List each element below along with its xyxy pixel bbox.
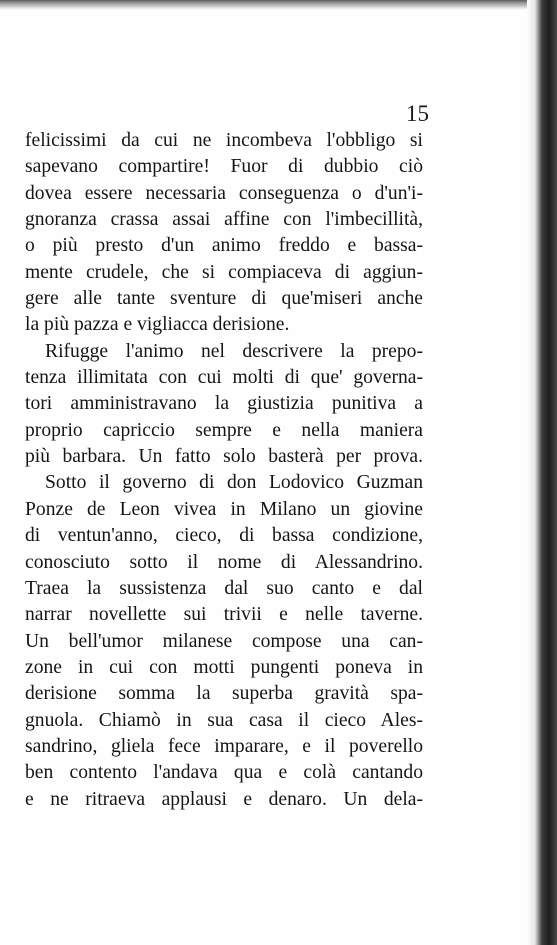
text-line: ben contento l'andava qua e colà cantando	[25, 762, 423, 784]
text-line: dovea essere necessaria conseguenza o d'un'i-	[25, 182, 423, 204]
text-line: o più presto d'un animo freddo e bassa-	[25, 235, 423, 257]
text-line: sapevano compartire! Fuor di dubbio ciò	[25, 156, 423, 178]
text-line: narrar novellette sui trivii e nelle taverne.	[25, 604, 423, 626]
page-top-edge-shadow	[0, 0, 557, 10]
text-line: gere alle tante sventure di que'miseri anche	[25, 288, 423, 310]
text-line: più barbara. Un fatto solo basterà per prova.	[25, 446, 423, 468]
page-number: 15	[406, 101, 429, 126]
text-line: sandrino, gliela fece imparare, e il poverello	[25, 735, 423, 757]
text-line: Un bell'umor milanese compose una can-	[25, 630, 423, 652]
text-line: gnuola. Chiamò in sua casa il cieco Ales-	[25, 709, 423, 731]
text-line: gnoranza crassa assai affine con l'imbecillità,	[25, 209, 423, 231]
text-line: Rifugge l'animo nel descrivere la prepo-	[45, 340, 423, 362]
text-line: tori amministravano la giustizia punitiva a	[25, 393, 423, 415]
text-line: Sotto il governo di don Lodovico Guzman	[45, 472, 423, 494]
text-line: conosciuto sotto il nome di Alessandrino.	[25, 551, 423, 573]
text-line: di ventun'anno, cieco, di bassa condizione,	[25, 525, 423, 547]
binding-edge-shadow	[527, 0, 557, 945]
text-line: Ponze de Leon vivea in Milano un giovine	[25, 498, 423, 520]
body-text	[25, 128, 423, 813]
text-line: felicissimi da cui ne incombeva l'obbligo si	[25, 130, 423, 151]
text-line: zone in cui con motti pungenti poneva in	[25, 656, 423, 678]
text-line: mente crudele, che si compiaceva di aggiun-	[25, 261, 423, 283]
text-line: tenza illimitata con cui molti di que' governa-	[25, 367, 423, 389]
text-line: derisione somma la superba gravità spa-	[25, 683, 423, 705]
text-line: proprio capriccio sempre e nella maniera	[25, 419, 423, 441]
text-line: la più pazza e vigliacca derisione.	[25, 314, 290, 336]
text-line: e ne ritraeva applausi e denaro. Un dela-	[25, 788, 423, 810]
text-line: Traea la sussistenza dal suo canto e dal	[25, 577, 423, 599]
